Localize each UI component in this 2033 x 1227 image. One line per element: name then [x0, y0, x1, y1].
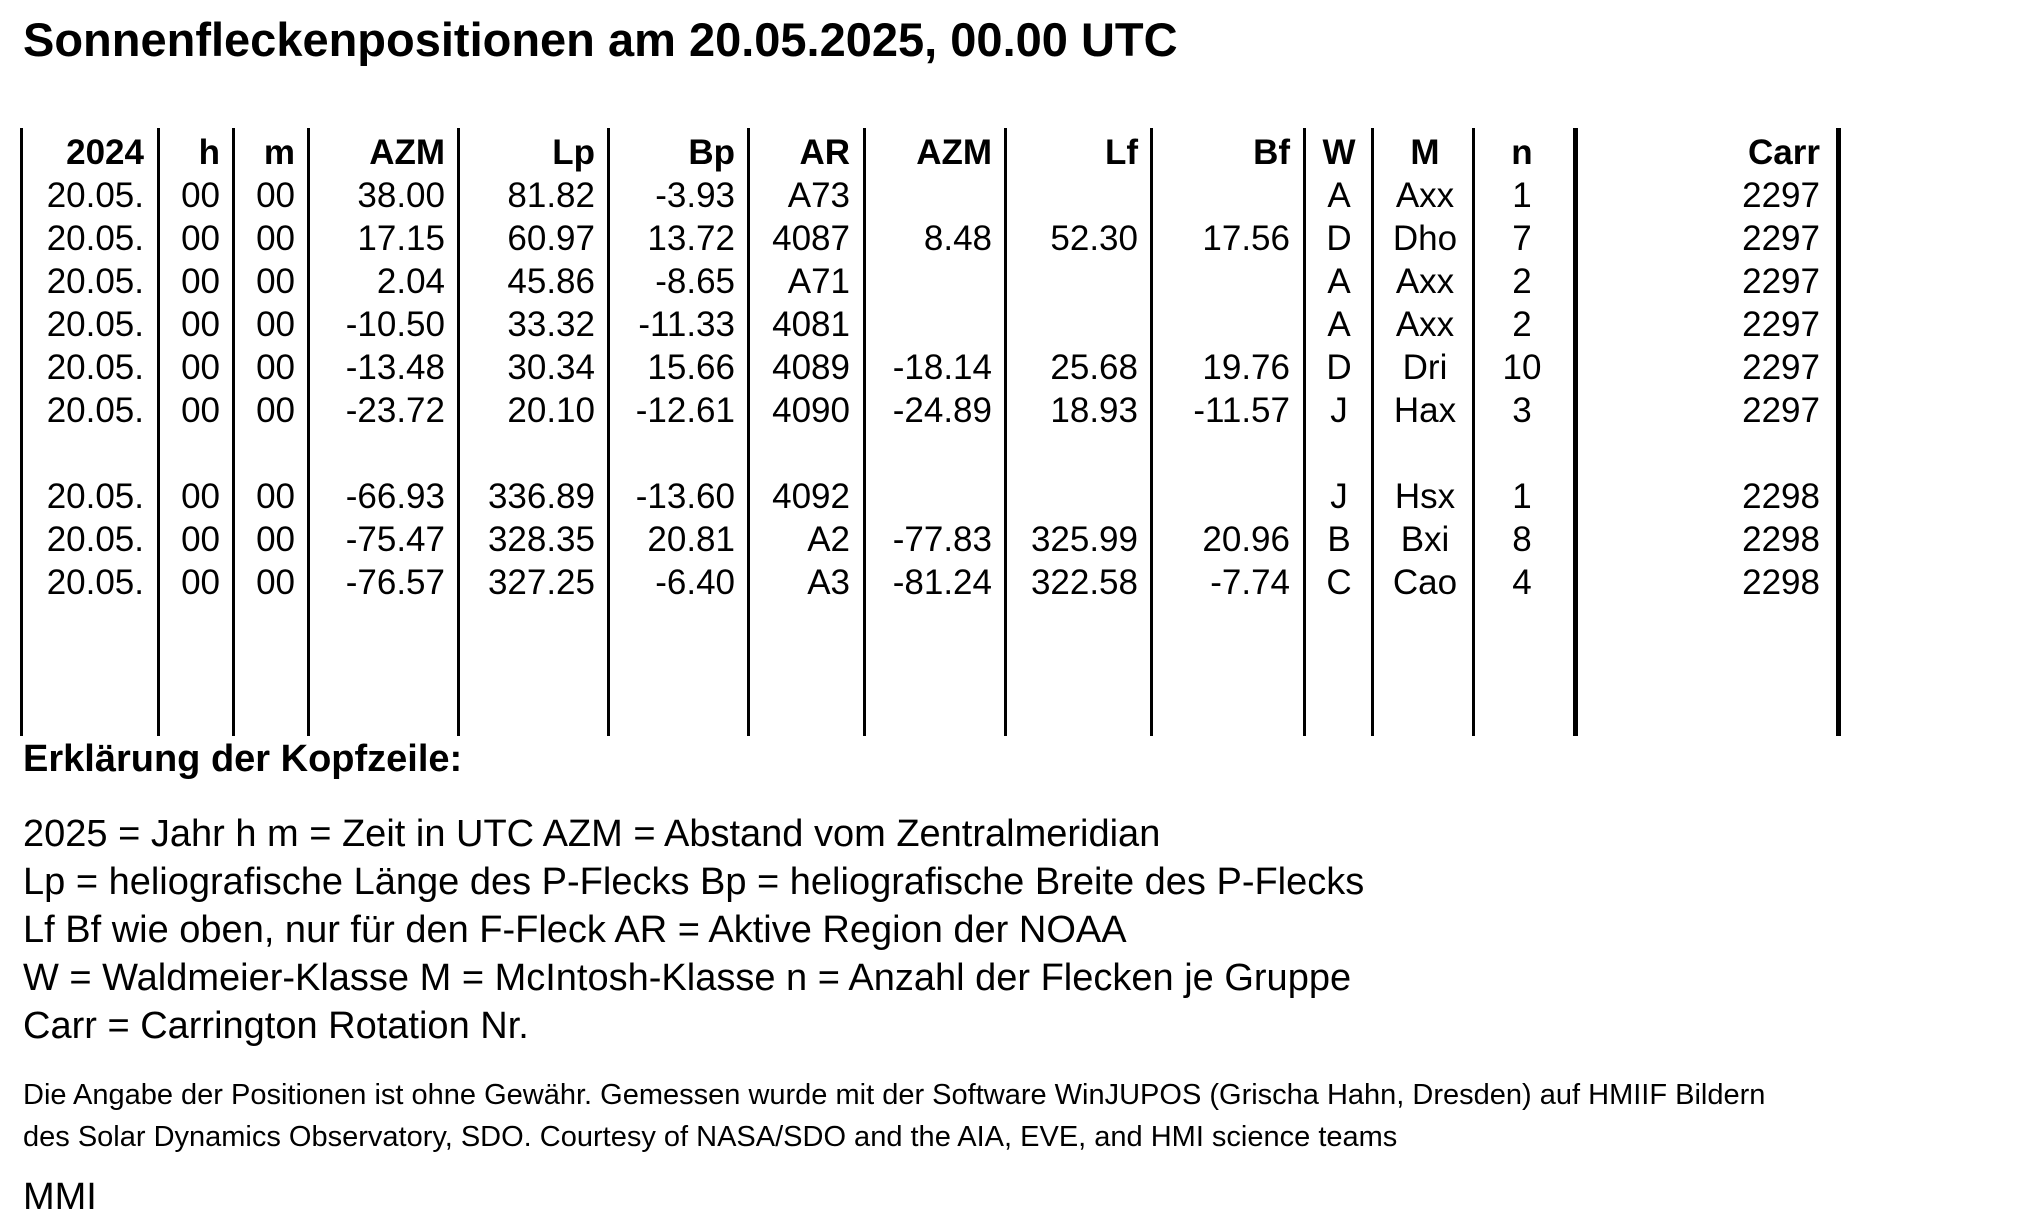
- cell-lp: 328.35: [487, 520, 595, 559]
- cell-azm-f: [832, 303, 992, 346]
- sunspot-table: [20, 128, 1840, 736]
- cell-ar: A3: [807, 563, 850, 602]
- cell-bp: -8.65: [655, 262, 735, 301]
- cell-m: Dri: [1402, 348, 1448, 387]
- cell-lp: 45.86: [507, 262, 595, 301]
- cell-w: J: [1330, 477, 1348, 516]
- cell-carr: 2297: [1742, 391, 1820, 430]
- cell-bf: [1130, 303, 1290, 346]
- cell-w: C: [1326, 563, 1352, 602]
- cell-m: Axx: [1395, 176, 1455, 215]
- cell-n: 10: [1502, 348, 1542, 387]
- header-m: M: [1410, 133, 1440, 172]
- header-n: n: [1511, 133, 1533, 172]
- cell-azm-p: 38.00: [357, 176, 445, 215]
- cell-hour: 00: [181, 348, 220, 387]
- cell-azm-p: -23.72: [345, 391, 445, 430]
- cell-bf: 20.96: [1202, 520, 1290, 559]
- cell-lf: [978, 303, 1138, 346]
- cell-azm-f: -77.83: [892, 520, 992, 559]
- cell-azm-p: -10.50: [345, 305, 445, 344]
- cell-bf: -7.74: [1210, 563, 1290, 602]
- header-ar: AR: [799, 133, 850, 172]
- cell-lp: 327.25: [487, 563, 595, 602]
- cell-minute: 00: [256, 305, 295, 344]
- legend-line: Lf Bf wie oben, nur für den F-Fleck AR = Aktive Region der NOAA: [23, 909, 1127, 951]
- cell-minute: 00: [256, 563, 295, 602]
- cell-bf: [1130, 475, 1290, 518]
- cell-carr: 2297: [1742, 305, 1820, 344]
- cell-hour: 00: [181, 563, 220, 602]
- header-lf: Lf: [1104, 133, 1138, 172]
- cell-n: 1: [1512, 477, 1532, 516]
- cell-azm-f: -18.14: [892, 348, 992, 387]
- cell-bp: -12.61: [635, 391, 735, 430]
- cell-ar: A2: [807, 520, 850, 559]
- cell-n: 2: [1512, 305, 1532, 344]
- cell-ar: 4081: [772, 305, 850, 344]
- cell-w: B: [1327, 520, 1351, 559]
- cell-date: 20.05.: [46, 391, 144, 430]
- column-rule: [1836, 128, 1841, 736]
- cell-azm-p: 17.15: [357, 219, 445, 258]
- cell-bp: -3.93: [655, 176, 735, 215]
- cell-n: 3: [1512, 391, 1532, 430]
- cell-date: 20.05.: [46, 262, 144, 301]
- cell-lp: 81.82: [507, 176, 595, 215]
- header-date: 2024: [66, 133, 144, 172]
- cell-w: D: [1326, 219, 1352, 258]
- cell-date: 20.05.: [46, 305, 144, 344]
- cell-w: A: [1327, 176, 1351, 215]
- cell-lf: [978, 174, 1138, 217]
- cell-bp: -11.33: [638, 305, 735, 344]
- cell-lf: 18.93: [1050, 391, 1138, 430]
- cell-ar: A73: [787, 176, 850, 215]
- cell-azm-p: -76.57: [345, 563, 445, 602]
- cell-ar: 4089: [772, 348, 850, 387]
- cell-bf: 19.76: [1202, 348, 1290, 387]
- header-carr: Carr: [1748, 133, 1820, 172]
- cell-m: Hsx: [1394, 477, 1456, 516]
- cell-date: 20.05.: [46, 477, 144, 516]
- cell-n: 7: [1512, 219, 1532, 258]
- cell-bf: 17.56: [1202, 219, 1290, 258]
- disclaimer-note: [23, 1074, 1765, 1158]
- cell-date: 20.05.: [46, 348, 144, 387]
- cell-carr: 2297: [1742, 262, 1820, 301]
- cell-w: D: [1326, 348, 1352, 387]
- cell-ar: 4092: [772, 477, 850, 516]
- header-minute: m: [263, 133, 295, 172]
- legend: [23, 810, 1364, 1050]
- cell-lp: 33.32: [507, 305, 595, 344]
- cell-carr: 2297: [1742, 176, 1820, 215]
- header-lp: Lp: [552, 133, 595, 172]
- cell-ar: A71: [787, 262, 850, 301]
- cell-m: Dho: [1392, 219, 1458, 258]
- legend-line: Lp = heliografische Länge des P-Flecks Bp = heliografische Breite des P-Flecks: [23, 861, 1365, 903]
- cell-m: Bxi: [1400, 520, 1450, 559]
- cell-m: Axx: [1395, 305, 1455, 344]
- cell-carr: 2298: [1742, 477, 1820, 516]
- cell-azm-f: [832, 260, 992, 303]
- cell-minute: 00: [256, 520, 295, 559]
- cell-bp: 13.72: [647, 219, 735, 258]
- signature: MMI: [23, 1176, 97, 1218]
- note-line: Die Angabe der Positionen ist ohne Gewähr. Gemessen wurde mit der Software WinJUPOS (Grischa Hahn, Dresden) auf HMIIF Bildern: [23, 1079, 1766, 1111]
- cell-hour: 00: [181, 176, 220, 215]
- cell-ar: 4090: [772, 391, 850, 430]
- page-title: Sonnenfleckenpositionen am 20.05.2025, 00.00 UTC: [23, 13, 1178, 66]
- cell-azm-f: -24.89: [892, 391, 992, 430]
- cell-azm-f: -81.24: [892, 563, 992, 602]
- cell-azm-p: -75.47: [345, 520, 445, 559]
- cell-lf: 25.68: [1050, 348, 1138, 387]
- cell-hour: 00: [181, 305, 220, 344]
- header-azm-p: AZM: [369, 133, 445, 172]
- cell-azm-p: -66.93: [345, 477, 445, 516]
- note-line: des Solar Dynamics Observatory, SDO. Courtesy of NASA/SDO and the AIA, EVE, and HMI science teams: [23, 1121, 1398, 1153]
- cell-date: 20.05.: [46, 176, 144, 215]
- cell-m: Cao: [1392, 563, 1458, 602]
- cell-hour: 00: [181, 391, 220, 430]
- cell-date: 20.05.: [46, 219, 144, 258]
- cell-n: 1: [1512, 176, 1532, 215]
- cell-lf: [978, 475, 1138, 518]
- cell-minute: 00: [256, 477, 295, 516]
- header-bf: Bf: [1253, 133, 1290, 172]
- cell-bp: -13.60: [635, 477, 735, 516]
- cell-bf: [1130, 260, 1290, 303]
- cell-azm-f: [832, 174, 992, 217]
- cell-minute: 00: [256, 348, 295, 387]
- cell-bp: 20.81: [647, 520, 735, 559]
- cell-minute: 00: [256, 262, 295, 301]
- legend-heading: Erklärung der Kopfzeile:: [23, 738, 463, 780]
- legend-line: Carr = Carrington Rotation Nr.: [23, 1005, 529, 1047]
- cell-azm-f: 8.48: [923, 219, 992, 258]
- cell-carr: 2298: [1742, 520, 1820, 559]
- cell-hour: 00: [181, 262, 220, 301]
- cell-azm-p: -13.48: [345, 348, 445, 387]
- header-w: W: [1322, 133, 1356, 172]
- cell-carr: 2297: [1742, 348, 1820, 387]
- cell-carr: 2298: [1742, 563, 1820, 602]
- cell-hour: 00: [181, 477, 220, 516]
- header-hour: h: [198, 133, 220, 172]
- cell-ar: 4087: [772, 219, 850, 258]
- cell-bp: -6.40: [655, 563, 735, 602]
- cell-minute: 00: [256, 176, 295, 215]
- cell-lp: 20.10: [507, 391, 595, 430]
- header-bp: Bp: [688, 133, 735, 172]
- cell-w: A: [1327, 262, 1351, 301]
- cell-n: 2: [1512, 262, 1532, 301]
- cell-azm-p: 2.04: [376, 262, 445, 301]
- cell-minute: 00: [256, 391, 295, 430]
- cell-date: 20.05.: [46, 563, 144, 602]
- cell-bf: -11.57: [1193, 391, 1290, 430]
- legend-line: W = Waldmeier-Klasse M = McIntosh-Klasse n = Anzahl der Flecken je Gruppe: [23, 957, 1352, 999]
- legend-line: 2025 = Jahr h m = Zeit in UTC AZM = Abstand vom Zentralmeridian: [23, 813, 1161, 855]
- cell-w: J: [1330, 391, 1348, 430]
- header-azm-f: AZM: [916, 133, 992, 172]
- cell-azm-f: [832, 475, 992, 518]
- cell-lf: 325.99: [1030, 520, 1138, 559]
- cell-n: 8: [1512, 520, 1532, 559]
- cell-m: Axx: [1395, 262, 1455, 301]
- cell-minute: 00: [256, 219, 295, 258]
- cell-lp: 336.89: [487, 477, 595, 516]
- cell-lf: [978, 260, 1138, 303]
- cell-hour: 00: [181, 520, 220, 559]
- cell-w: A: [1327, 305, 1351, 344]
- cell-lf: 52.30: [1050, 219, 1138, 258]
- cell-date: 20.05.: [46, 520, 144, 559]
- cell-lf: 322.58: [1030, 563, 1138, 602]
- cell-bp: 15.66: [647, 348, 735, 387]
- cell-lp: 60.97: [507, 219, 595, 258]
- cell-bf: [1130, 174, 1290, 217]
- cell-m: Hax: [1393, 391, 1457, 430]
- cell-n: 4: [1512, 563, 1532, 602]
- cell-hour: 00: [181, 219, 220, 258]
- cell-lp: 30.34: [507, 348, 595, 387]
- cell-carr: 2297: [1742, 219, 1820, 258]
